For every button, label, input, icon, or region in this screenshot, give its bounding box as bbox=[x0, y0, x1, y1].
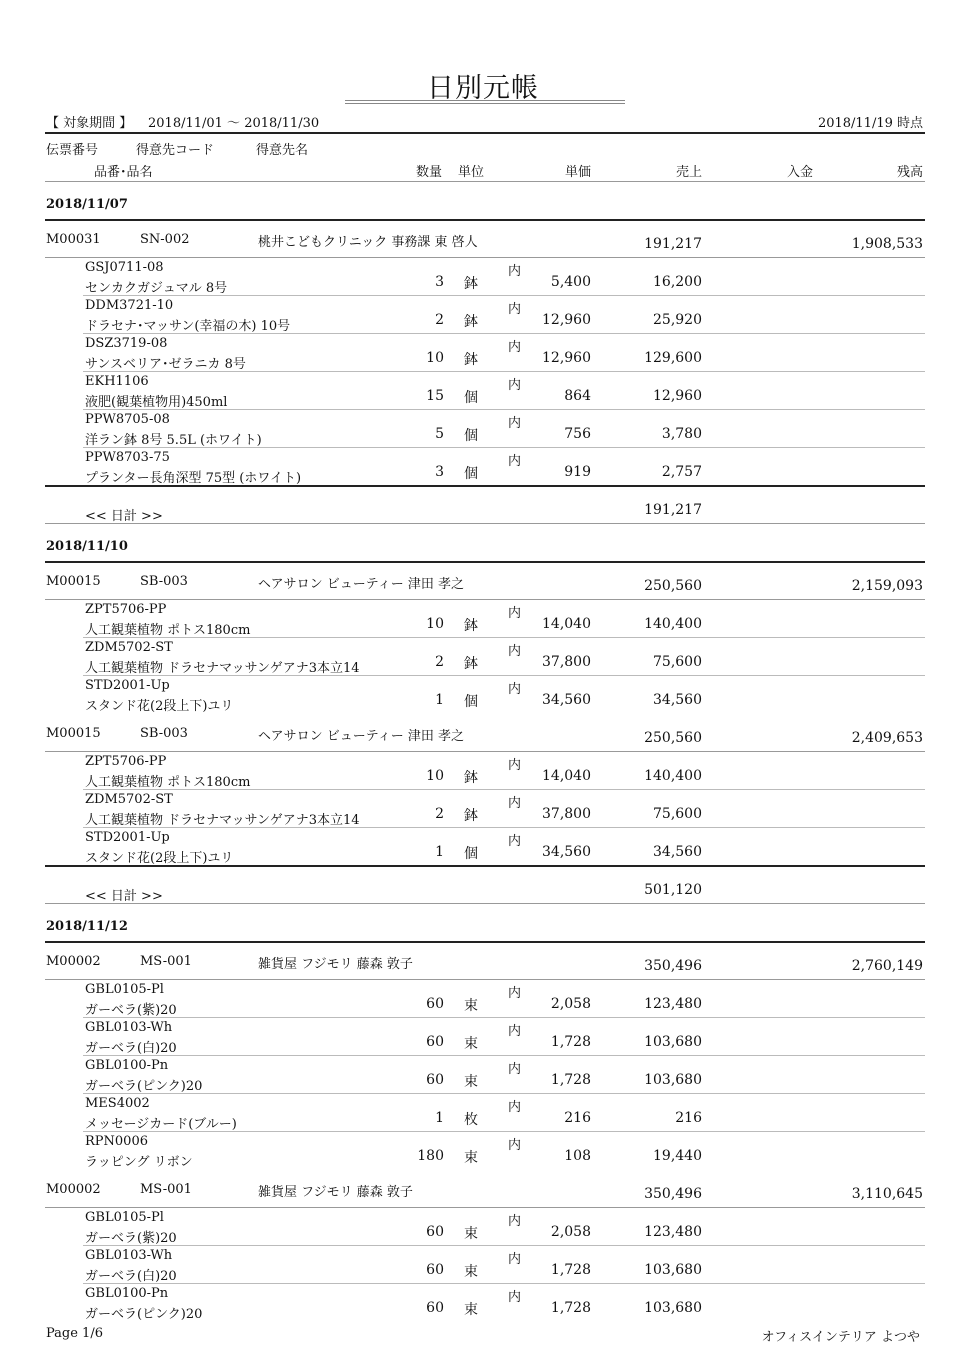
customer-code: MS-001 bbox=[140, 954, 192, 969]
item-unit: 鉢 bbox=[464, 618, 478, 634]
item-tax: 内 bbox=[508, 1100, 522, 1115]
slip-rule bbox=[45, 257, 925, 258]
col-payment: 入金 bbox=[786, 165, 813, 180]
slip-sales: 350,496 bbox=[644, 958, 702, 974]
item-unit-price: 2,058 bbox=[550, 996, 591, 1012]
subtotal-amount: 191,217 bbox=[644, 502, 702, 518]
slip-no: M00015 bbox=[46, 574, 101, 589]
item-qty: 60 bbox=[426, 1072, 444, 1088]
col-qty: 数量 bbox=[416, 165, 443, 180]
item-code: DDM3721-10 bbox=[85, 298, 174, 313]
item-tax: 内 bbox=[508, 1024, 522, 1039]
item-qty: 1 bbox=[435, 692, 444, 708]
item-code: GBL0105-Pl bbox=[85, 982, 164, 997]
customer-code: SB-003 bbox=[140, 726, 188, 741]
item-qty: 15 bbox=[426, 388, 444, 404]
item-rule bbox=[83, 447, 925, 448]
item-qty: 5 bbox=[435, 426, 444, 442]
col-product: 品番･品名 bbox=[94, 165, 153, 180]
item-amount: 34,560 bbox=[653, 692, 702, 708]
customer-name: 雑貨屋 フジモリ 藤森 敦子 bbox=[258, 1185, 413, 1200]
item-rule bbox=[83, 1055, 925, 1056]
item-rule bbox=[83, 371, 925, 372]
item-name: センカクガジュマル 8号 bbox=[85, 281, 228, 296]
slip-sales: 350,496 bbox=[644, 1186, 702, 1202]
item-amount: 3,780 bbox=[661, 426, 702, 442]
customer-code: MS-001 bbox=[140, 1182, 192, 1197]
slip-sales: 191,217 bbox=[644, 236, 702, 252]
col-sales: 売上 bbox=[675, 165, 702, 180]
item-unit: 束 bbox=[464, 1226, 478, 1242]
customer-code: SB-003 bbox=[140, 574, 188, 589]
item-qty: 180 bbox=[417, 1148, 444, 1164]
item-code: EKH1106 bbox=[85, 374, 149, 389]
slip-balance: 2,409,653 bbox=[851, 730, 923, 746]
item-unit-price: 2,058 bbox=[550, 1224, 591, 1240]
item-amount: 25,920 bbox=[653, 312, 702, 328]
item-amount: 75,600 bbox=[653, 654, 702, 670]
slip-balance: 2,760,149 bbox=[851, 958, 923, 974]
item-unit-price: 34,560 bbox=[542, 844, 591, 860]
item-code: GBL0100-Pn bbox=[85, 1286, 169, 1301]
subtotal-rule bbox=[45, 865, 925, 867]
slip-balance: 1,908,533 bbox=[851, 236, 923, 252]
slip-rule bbox=[45, 979, 925, 980]
item-tax: 内 bbox=[508, 1252, 522, 1267]
item-unit: 束 bbox=[464, 1036, 478, 1052]
item-amount: 140,400 bbox=[644, 768, 702, 784]
item-qty: 60 bbox=[426, 1300, 444, 1316]
item-rule bbox=[83, 1017, 925, 1018]
item-name: ガーベラ(紫)20 bbox=[85, 1003, 177, 1018]
subtotal-bottom-rule bbox=[45, 903, 925, 904]
item-unit-price: 1,728 bbox=[550, 1262, 591, 1278]
item-name: ドラセナ･マッサン(幸福の木) 10号 bbox=[85, 319, 291, 334]
customer-name: 雑貨屋 フジモリ 藤森 敦子 bbox=[258, 957, 413, 972]
header-rule bbox=[45, 181, 925, 182]
period-range: 2018/11/01 〜 2018/11/30 bbox=[148, 116, 320, 131]
item-code: STD2001-Up bbox=[85, 678, 170, 693]
item-name: ガーベラ(白)20 bbox=[85, 1041, 177, 1056]
item-qty: 10 bbox=[426, 350, 444, 366]
item-rule bbox=[83, 637, 925, 638]
item-rule bbox=[83, 409, 925, 410]
item-name: 人工観葉植物 ドラセナマッサンゲアナ3本立14 bbox=[85, 661, 360, 676]
item-unit-price: 37,800 bbox=[542, 806, 591, 822]
item-unit-price: 12,960 bbox=[542, 312, 591, 328]
item-unit: 束 bbox=[464, 1264, 478, 1280]
item-qty: 10 bbox=[426, 616, 444, 632]
item-unit: 鉢 bbox=[464, 276, 478, 292]
item-code: DSZ3719-08 bbox=[85, 336, 168, 351]
subtotal-bottom-rule bbox=[45, 523, 925, 524]
item-code: PPW8705-08 bbox=[85, 412, 170, 427]
item-unit-price: 864 bbox=[564, 388, 591, 404]
customer-name: ヘアサロン ビューティー 津田 孝之 bbox=[258, 577, 464, 592]
item-name: ガーベラ(ピンク)20 bbox=[85, 1079, 203, 1094]
item-amount: 103,680 bbox=[644, 1262, 702, 1278]
subtotal-label: << 日計 >> bbox=[85, 889, 163, 904]
item-unit-price: 12,960 bbox=[542, 350, 591, 366]
item-tax: 内 bbox=[508, 834, 522, 849]
item-rule bbox=[83, 675, 925, 676]
slip-rule bbox=[45, 751, 925, 752]
item-code: GBL0103-Wh bbox=[85, 1248, 173, 1263]
item-tax: 内 bbox=[508, 1138, 522, 1153]
item-rule bbox=[83, 1093, 925, 1094]
item-unit: 鉢 bbox=[464, 808, 478, 824]
item-unit: 個 bbox=[464, 846, 478, 862]
item-code: ZPT5706-PP bbox=[85, 602, 167, 617]
item-rule bbox=[83, 1131, 925, 1132]
item-amount: 103,680 bbox=[644, 1034, 702, 1050]
item-unit: 束 bbox=[464, 1302, 478, 1318]
page-title: 日別元帳 bbox=[427, 73, 539, 104]
item-code: STD2001-Up bbox=[85, 830, 170, 845]
item-qty: 3 bbox=[435, 274, 444, 290]
item-code: GBL0100-Pn bbox=[85, 1058, 169, 1073]
item-amount: 129,600 bbox=[644, 350, 702, 366]
item-qty: 2 bbox=[435, 312, 444, 328]
item-tax: 内 bbox=[508, 986, 522, 1001]
item-tax: 内 bbox=[508, 378, 522, 393]
slip-sales: 250,560 bbox=[644, 578, 702, 594]
customer-code: SN-002 bbox=[140, 232, 190, 247]
slip-no: M00002 bbox=[46, 954, 101, 969]
item-tax: 内 bbox=[508, 264, 522, 279]
item-code: ZDM5702-ST bbox=[85, 640, 173, 655]
slip-sales: 250,560 bbox=[644, 730, 702, 746]
header-rule bbox=[45, 132, 925, 134]
item-tax: 内 bbox=[508, 416, 522, 431]
item-qty: 2 bbox=[435, 654, 444, 670]
item-unit-price: 14,040 bbox=[542, 616, 591, 632]
item-amount: 2,757 bbox=[661, 464, 702, 480]
item-tax: 内 bbox=[508, 644, 522, 659]
item-rule bbox=[83, 1245, 925, 1246]
customer-name: ヘアサロン ビューティー 津田 孝之 bbox=[258, 729, 464, 744]
item-tax: 内 bbox=[508, 1290, 522, 1305]
item-amount: 216 bbox=[675, 1110, 702, 1126]
item-name: 人工観葉植物 ドラセナマッサンゲアナ3本立14 bbox=[85, 813, 360, 828]
slip-no: M00015 bbox=[46, 726, 101, 741]
col-balance: 残高 bbox=[896, 165, 923, 180]
item-tax: 内 bbox=[508, 796, 522, 811]
date-heading: 2018/11/07 bbox=[46, 197, 128, 212]
title-underline bbox=[345, 103, 625, 104]
item-amount: 34,560 bbox=[653, 844, 702, 860]
item-tax: 内 bbox=[508, 454, 522, 469]
item-unit: 束 bbox=[464, 998, 478, 1014]
item-rule bbox=[83, 827, 925, 828]
item-name: ラッピング リボン bbox=[85, 1155, 193, 1170]
item-amount: 123,480 bbox=[644, 1224, 702, 1240]
item-code: ZDM5702-ST bbox=[85, 792, 173, 807]
item-name: サンスベリア･ゼラニカ 8号 bbox=[85, 357, 246, 372]
col-unit: 単位 bbox=[458, 165, 485, 180]
subtotal-amount: 501,120 bbox=[644, 882, 702, 898]
item-unit: 鉢 bbox=[464, 352, 478, 368]
date-rule bbox=[45, 561, 925, 563]
item-unit: 鉢 bbox=[464, 656, 478, 672]
item-unit: 鉢 bbox=[464, 314, 478, 330]
title-underline bbox=[345, 100, 625, 101]
item-name: メッセージカード(ブルー) bbox=[85, 1117, 237, 1132]
item-unit-price: 1,728 bbox=[550, 1034, 591, 1050]
item-amount: 103,680 bbox=[644, 1300, 702, 1316]
page-number: Page 1/6 bbox=[46, 1326, 103, 1341]
col-customer-name: 得意先名 bbox=[256, 143, 309, 158]
item-unit-price: 5,400 bbox=[550, 274, 591, 290]
item-rule bbox=[83, 789, 925, 790]
item-unit-price: 34,560 bbox=[542, 692, 591, 708]
item-unit: 個 bbox=[464, 694, 478, 710]
item-unit-price: 216 bbox=[564, 1110, 591, 1126]
item-unit: 個 bbox=[464, 390, 478, 406]
date-heading: 2018/11/10 bbox=[46, 539, 128, 554]
slip-no: M00002 bbox=[46, 1182, 101, 1197]
item-amount: 140,400 bbox=[644, 616, 702, 632]
item-amount: 12,960 bbox=[653, 388, 702, 404]
item-name: 人工観葉植物 ポトス180cm bbox=[85, 623, 251, 638]
date-rule bbox=[45, 219, 925, 221]
item-tax: 内 bbox=[508, 758, 522, 773]
date-heading: 2018/11/12 bbox=[46, 919, 128, 934]
item-unit: 枚 bbox=[464, 1112, 478, 1128]
item-amount: 75,600 bbox=[653, 806, 702, 822]
item-qty: 1 bbox=[435, 1110, 444, 1126]
item-amount: 19,440 bbox=[653, 1148, 702, 1164]
item-code: GBL0105-Pl bbox=[85, 1210, 164, 1225]
item-code: MES4002 bbox=[85, 1096, 150, 1111]
item-unit-price: 37,800 bbox=[542, 654, 591, 670]
col-customer-code: 得意先コード bbox=[136, 143, 215, 158]
item-code: ZPT5706-PP bbox=[85, 754, 167, 769]
item-name: ガーベラ(ピンク)20 bbox=[85, 1307, 203, 1322]
company-name: オフィスインテリア よつや bbox=[761, 1330, 920, 1345]
item-unit: 個 bbox=[464, 466, 478, 482]
as-of-date: 2018/11/19 時点 bbox=[817, 116, 923, 131]
slip-no: M00031 bbox=[46, 232, 101, 247]
item-amount: 123,480 bbox=[644, 996, 702, 1012]
item-name: 洋ラン鉢 8号 5.5L (ホワイト) bbox=[85, 433, 262, 448]
subtotal-label: << 日計 >> bbox=[85, 509, 163, 524]
col-unit-price: 単価 bbox=[564, 165, 591, 180]
item-name: プランター長角深型 75型 (ホワイト) bbox=[85, 471, 302, 486]
item-tax: 内 bbox=[508, 302, 522, 317]
item-code: GSJ0711-08 bbox=[85, 260, 164, 275]
item-qty: 60 bbox=[426, 1262, 444, 1278]
item-unit: 束 bbox=[464, 1074, 478, 1090]
item-unit-price: 1,728 bbox=[550, 1300, 591, 1316]
slip-rule bbox=[45, 1207, 925, 1208]
item-unit: 鉢 bbox=[464, 770, 478, 786]
item-unit-price: 108 bbox=[564, 1148, 591, 1164]
item-qty: 2 bbox=[435, 806, 444, 822]
item-tax: 内 bbox=[508, 1062, 522, 1077]
item-qty: 3 bbox=[435, 464, 444, 480]
item-tax: 内 bbox=[508, 682, 522, 697]
item-code: RPN0006 bbox=[85, 1134, 148, 1149]
item-name: 液肥(観葉植物用)450ml bbox=[85, 395, 228, 410]
item-name: ガーベラ(白)20 bbox=[85, 1269, 177, 1284]
item-name: ガーベラ(紫)20 bbox=[85, 1231, 177, 1246]
item-tax: 内 bbox=[508, 606, 522, 621]
item-tax: 内 bbox=[508, 1214, 522, 1229]
item-qty: 10 bbox=[426, 768, 444, 784]
slip-rule bbox=[45, 599, 925, 600]
item-tax: 内 bbox=[508, 340, 522, 355]
item-name: スタンド花(2段上下)ユリ bbox=[85, 699, 234, 714]
item-name: 人工観葉植物 ポトス180cm bbox=[85, 775, 251, 790]
date-rule bbox=[45, 941, 925, 943]
item-unit: 個 bbox=[464, 428, 478, 444]
subtotal-rule bbox=[45, 485, 925, 487]
item-code: PPW8703-75 bbox=[85, 450, 170, 465]
customer-name: 桃井こどもクリニック 事務課 東 啓人 bbox=[258, 235, 478, 250]
item-qty: 60 bbox=[426, 996, 444, 1012]
item-unit-price: 14,040 bbox=[542, 768, 591, 784]
period-label: 【 対象期間 】 bbox=[46, 116, 133, 131]
item-unit: 束 bbox=[464, 1150, 478, 1166]
item-qty: 60 bbox=[426, 1224, 444, 1240]
item-code: GBL0103-Wh bbox=[85, 1020, 173, 1035]
item-amount: 103,680 bbox=[644, 1072, 702, 1088]
slip-balance: 3,110,645 bbox=[851, 1186, 923, 1202]
item-rule bbox=[83, 333, 925, 334]
item-rule bbox=[83, 295, 925, 296]
item-unit-price: 756 bbox=[564, 426, 591, 442]
item-qty: 60 bbox=[426, 1034, 444, 1050]
slip-balance: 2,159,093 bbox=[851, 578, 923, 594]
item-unit-price: 919 bbox=[564, 464, 591, 480]
item-unit-price: 1,728 bbox=[550, 1072, 591, 1088]
item-rule bbox=[83, 1283, 925, 1284]
col-slip-no: 伝票番号 bbox=[46, 143, 99, 158]
item-name: スタンド花(2段上下)ユリ bbox=[85, 851, 234, 866]
item-amount: 16,200 bbox=[653, 274, 702, 290]
item-qty: 1 bbox=[435, 844, 444, 860]
